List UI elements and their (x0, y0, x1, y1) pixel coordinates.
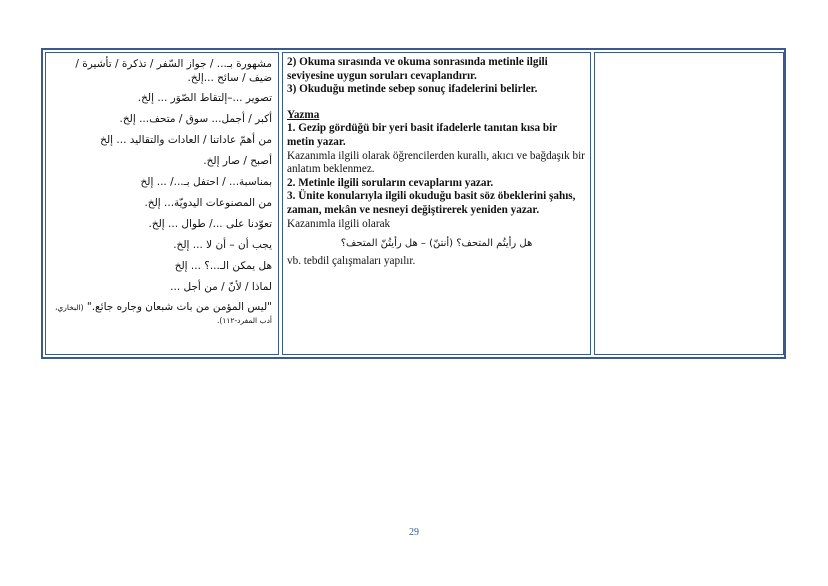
arabic-line-6: بمناسبة... / احتفل بـ.../ ... إلخ (140, 176, 272, 188)
empty-column (594, 52, 784, 355)
objectives-column (282, 52, 591, 355)
curriculum-table (41, 48, 786, 359)
arabic-line-10: هل يمكن الـ...؟ ... إلخ (174, 260, 272, 272)
page-number: 29 (409, 527, 419, 538)
writing-objective-1-note: Kazanımla ilgili olarak öğrencilerden kurallı, akıcı ve bağdaşık bir anlatım beklenmez. (287, 149, 585, 176)
arabic-line-9: يجب أن – أن لا ... إلخ. (173, 239, 272, 251)
arabic-line-7: من المصنوعات اليدويّة... إلخ. (144, 197, 272, 209)
arabic-line-3: أكبر / أجمل... سوق / متحف... إلخ. (119, 113, 272, 125)
writing-objective-3-note: Kazanımla ilgili olarak (287, 217, 391, 230)
hadith-quote (50, 301, 272, 327)
section-spacer (287, 97, 586, 109)
arabic-line-4: من أهمّ عاداتنا / العادات والتقاليد ... إلخ (100, 134, 272, 146)
arabic-line-1: مشهورة بـ... / جواز السّفر / تذكرة / تأشيرة / ضيف / سائح ...إلخ. (75, 58, 272, 84)
writing-section-title: Yazma (287, 108, 320, 121)
arabic-line-8: تعوّدنا على .../ طوال ... إلخ. (148, 218, 272, 230)
arabic-line-2: تصوير ...–إلتقاط الصّوَر ... إلخ. (137, 92, 272, 104)
arabic-line-5: أصبح / صار إلخ. (203, 155, 272, 167)
reading-objective-3: 3) Okuduğu metinde sebep sonuç ifadelerini belirler. (287, 83, 538, 96)
writing-objective-1: 1. Gezip gördüğü bir yeri basit ifadelerle tanıtan kısa bir metin yazar. (287, 122, 557, 148)
writing-objective-2: 2. Metinle ilgili soruların cevaplarını yazar. (287, 176, 494, 189)
arabic-expressions-column (45, 52, 279, 355)
reading-objective-2: 2) Okuma sırasında ve okuma sonrasında metinle ilgili seviyesine uygun soruları cevaplandırır. (287, 56, 548, 82)
arabic-example-sentence: هل رأيتُم المتحف؟ (أنتنّ) – هل رأيتُنّ المتحف؟ (340, 238, 533, 250)
arabic-line-11: لماذا / لأنّ / من أجل ... (170, 281, 272, 293)
writing-objective-3: 3. Ünite konularıyla ilgili okuduğu basit söz öbeklerini şahıs, zaman, mekân ve nesneyi değiştirerek yeniden yazar. (287, 190, 576, 216)
hadith-text: "ليس المؤمن من بات شبعان وجاره جائع." (86, 301, 272, 313)
tebdil-note: vb. tebdil çalışmaları yapılır. (287, 255, 416, 268)
hadith-source: (البخاري، أدب المفرد-١١٢). (54, 303, 272, 325)
